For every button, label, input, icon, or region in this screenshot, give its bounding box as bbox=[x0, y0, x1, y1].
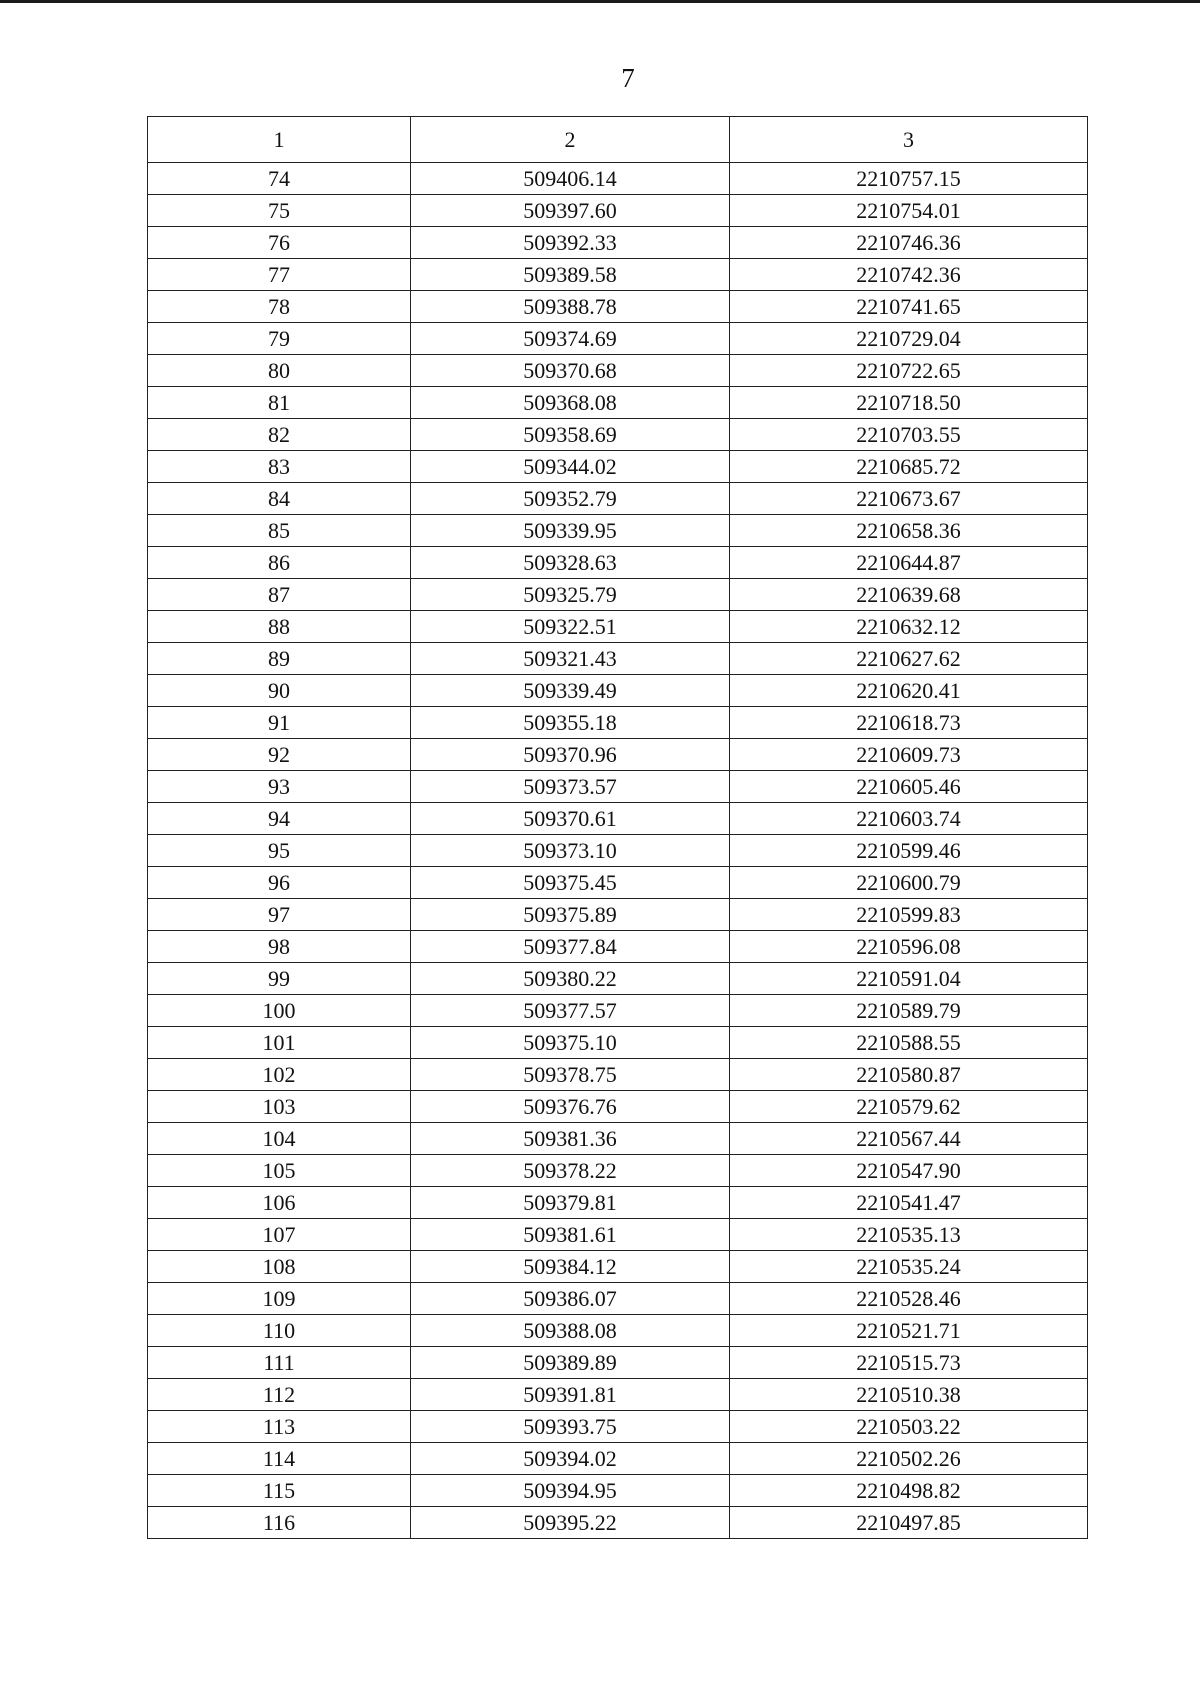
x-coordinate-cell: 509388.78 bbox=[411, 291, 730, 323]
x-coordinate-cell: 509391.81 bbox=[411, 1379, 730, 1411]
y-coordinate-cell: 2210722.65 bbox=[730, 355, 1088, 387]
table-row bbox=[148, 643, 1088, 675]
table-row bbox=[148, 227, 1088, 259]
x-coordinate-cell: 509381.36 bbox=[411, 1123, 730, 1155]
y-coordinate-cell: 2210580.87 bbox=[730, 1059, 1088, 1091]
table-row bbox=[148, 579, 1088, 611]
x-coordinate-cell: 509321.43 bbox=[411, 643, 730, 675]
table-row bbox=[148, 515, 1088, 547]
y-coordinate-cell: 2210535.13 bbox=[730, 1219, 1088, 1251]
y-coordinate-cell: 2210599.83 bbox=[730, 899, 1088, 931]
column-header-2: 2 bbox=[411, 117, 730, 163]
table-row bbox=[148, 1059, 1088, 1091]
table-row bbox=[148, 1347, 1088, 1379]
y-coordinate-cell: 2210673.67 bbox=[730, 483, 1088, 515]
table-row bbox=[148, 355, 1088, 387]
x-coordinate-cell: 509394.95 bbox=[411, 1475, 730, 1507]
table-row bbox=[148, 1027, 1088, 1059]
point-number-cell: 83 bbox=[148, 451, 411, 483]
y-coordinate-cell: 2210757.15 bbox=[730, 163, 1088, 195]
y-coordinate-cell: 2210754.01 bbox=[730, 195, 1088, 227]
y-coordinate-cell: 2210703.55 bbox=[730, 419, 1088, 451]
y-coordinate-cell: 2210718.50 bbox=[730, 387, 1088, 419]
point-number-cell: 82 bbox=[148, 419, 411, 451]
point-number-cell: 94 bbox=[148, 803, 411, 835]
point-number-cell: 88 bbox=[148, 611, 411, 643]
point-number-cell: 80 bbox=[148, 355, 411, 387]
point-number-cell: 89 bbox=[148, 643, 411, 675]
point-number-cell: 96 bbox=[148, 867, 411, 899]
top-border-rule bbox=[0, 0, 1200, 3]
table-row bbox=[148, 1475, 1088, 1507]
point-number-cell: 91 bbox=[148, 707, 411, 739]
table-header bbox=[148, 117, 1088, 163]
point-number-cell: 116 bbox=[148, 1507, 411, 1539]
x-coordinate-cell: 509373.57 bbox=[411, 771, 730, 803]
y-coordinate-cell: 2210588.55 bbox=[730, 1027, 1088, 1059]
point-number-cell: 76 bbox=[148, 227, 411, 259]
table-row bbox=[148, 1379, 1088, 1411]
point-number-cell: 81 bbox=[148, 387, 411, 419]
point-number-cell: 110 bbox=[148, 1315, 411, 1347]
y-coordinate-cell: 2210600.79 bbox=[730, 867, 1088, 899]
x-coordinate-cell: 509381.61 bbox=[411, 1219, 730, 1251]
table-row bbox=[148, 867, 1088, 899]
point-number-cell: 84 bbox=[148, 483, 411, 515]
table-row bbox=[148, 835, 1088, 867]
y-coordinate-cell: 2210618.73 bbox=[730, 707, 1088, 739]
table-row bbox=[148, 1155, 1088, 1187]
x-coordinate-cell: 509389.58 bbox=[411, 259, 730, 291]
x-coordinate-cell: 509370.61 bbox=[411, 803, 730, 835]
y-coordinate-cell: 2210541.47 bbox=[730, 1187, 1088, 1219]
point-number-cell: 111 bbox=[148, 1347, 411, 1379]
table-row bbox=[148, 1251, 1088, 1283]
table-row bbox=[148, 419, 1088, 451]
y-coordinate-cell: 2210579.62 bbox=[730, 1091, 1088, 1123]
table-row bbox=[148, 707, 1088, 739]
table-row bbox=[148, 899, 1088, 931]
point-number-cell: 79 bbox=[148, 323, 411, 355]
point-number-cell: 74 bbox=[148, 163, 411, 195]
point-number-cell: 98 bbox=[148, 931, 411, 963]
x-coordinate-cell: 509375.45 bbox=[411, 867, 730, 899]
y-coordinate-cell: 2210729.04 bbox=[730, 323, 1088, 355]
x-coordinate-cell: 509370.68 bbox=[411, 355, 730, 387]
table-row bbox=[148, 611, 1088, 643]
table-row bbox=[148, 1507, 1088, 1539]
y-coordinate-cell: 2210502.26 bbox=[730, 1443, 1088, 1475]
table-row bbox=[148, 963, 1088, 995]
x-coordinate-cell: 509376.76 bbox=[411, 1091, 730, 1123]
x-coordinate-cell: 509397.60 bbox=[411, 195, 730, 227]
y-coordinate-cell: 2210528.46 bbox=[730, 1283, 1088, 1315]
y-coordinate-cell: 2210547.90 bbox=[730, 1155, 1088, 1187]
x-coordinate-cell: 509392.33 bbox=[411, 227, 730, 259]
y-coordinate-cell: 2210620.41 bbox=[730, 675, 1088, 707]
table-row bbox=[148, 1187, 1088, 1219]
x-coordinate-cell: 509368.08 bbox=[411, 387, 730, 419]
y-coordinate-cell: 2210498.82 bbox=[730, 1475, 1088, 1507]
point-number-cell: 87 bbox=[148, 579, 411, 611]
y-coordinate-cell: 2210627.62 bbox=[730, 643, 1088, 675]
x-coordinate-cell: 509389.89 bbox=[411, 1347, 730, 1379]
x-coordinate-cell: 509395.22 bbox=[411, 1507, 730, 1539]
table-row bbox=[148, 1123, 1088, 1155]
table-row bbox=[148, 1315, 1088, 1347]
y-coordinate-cell: 2210503.22 bbox=[730, 1411, 1088, 1443]
table-row bbox=[148, 195, 1088, 227]
y-coordinate-cell: 2210521.71 bbox=[730, 1315, 1088, 1347]
y-coordinate-cell: 2210742.36 bbox=[730, 259, 1088, 291]
table-row bbox=[148, 1219, 1088, 1251]
point-number-cell: 106 bbox=[148, 1187, 411, 1219]
y-coordinate-cell: 2210591.04 bbox=[730, 963, 1088, 995]
point-number-cell: 112 bbox=[148, 1379, 411, 1411]
point-number-cell: 103 bbox=[148, 1091, 411, 1123]
x-coordinate-cell: 509352.79 bbox=[411, 483, 730, 515]
x-coordinate-cell: 509394.02 bbox=[411, 1443, 730, 1475]
x-coordinate-cell: 509339.49 bbox=[411, 675, 730, 707]
table-row bbox=[148, 387, 1088, 419]
table-row bbox=[148, 739, 1088, 771]
point-number-cell: 105 bbox=[148, 1155, 411, 1187]
column-header-1: 1 bbox=[148, 117, 411, 163]
point-number-cell: 75 bbox=[148, 195, 411, 227]
x-coordinate-cell: 509375.10 bbox=[411, 1027, 730, 1059]
x-coordinate-cell: 509386.07 bbox=[411, 1283, 730, 1315]
y-coordinate-cell: 2210609.73 bbox=[730, 739, 1088, 771]
y-coordinate-cell: 2210741.65 bbox=[730, 291, 1088, 323]
x-coordinate-cell: 509378.22 bbox=[411, 1155, 730, 1187]
point-number-cell: 86 bbox=[148, 547, 411, 579]
column-header-3: 3 bbox=[730, 117, 1088, 163]
y-coordinate-cell: 2210658.36 bbox=[730, 515, 1088, 547]
point-number-cell: 108 bbox=[148, 1251, 411, 1283]
table-row bbox=[148, 163, 1088, 195]
point-number-cell: 93 bbox=[148, 771, 411, 803]
coordinates-table bbox=[147, 116, 1088, 1539]
point-number-cell: 102 bbox=[148, 1059, 411, 1091]
point-number-cell: 100 bbox=[148, 995, 411, 1027]
point-number-cell: 104 bbox=[148, 1123, 411, 1155]
point-number-cell: 107 bbox=[148, 1219, 411, 1251]
x-coordinate-cell: 509377.84 bbox=[411, 931, 730, 963]
x-coordinate-cell: 509393.75 bbox=[411, 1411, 730, 1443]
y-coordinate-cell: 2210535.24 bbox=[730, 1251, 1088, 1283]
table-row bbox=[148, 803, 1088, 835]
y-coordinate-cell: 2210567.44 bbox=[730, 1123, 1088, 1155]
x-coordinate-cell: 509370.96 bbox=[411, 739, 730, 771]
x-coordinate-cell: 509374.69 bbox=[411, 323, 730, 355]
table-row bbox=[148, 1411, 1088, 1443]
table-body bbox=[148, 163, 1088, 1539]
point-number-cell: 109 bbox=[148, 1283, 411, 1315]
x-coordinate-cell: 509379.81 bbox=[411, 1187, 730, 1219]
table-row bbox=[148, 1091, 1088, 1123]
point-number-cell: 99 bbox=[148, 963, 411, 995]
y-coordinate-cell: 2210599.46 bbox=[730, 835, 1088, 867]
point-number-cell: 78 bbox=[148, 291, 411, 323]
x-coordinate-cell: 509406.14 bbox=[411, 163, 730, 195]
table-row bbox=[148, 451, 1088, 483]
point-number-cell: 85 bbox=[148, 515, 411, 547]
x-coordinate-cell: 509322.51 bbox=[411, 611, 730, 643]
y-coordinate-cell: 2210746.36 bbox=[730, 227, 1088, 259]
table-row bbox=[148, 931, 1088, 963]
x-coordinate-cell: 509355.18 bbox=[411, 707, 730, 739]
table-row bbox=[148, 259, 1088, 291]
y-coordinate-cell: 2210639.68 bbox=[730, 579, 1088, 611]
y-coordinate-cell: 2210603.74 bbox=[730, 803, 1088, 835]
table-row bbox=[148, 771, 1088, 803]
x-coordinate-cell: 509375.89 bbox=[411, 899, 730, 931]
x-coordinate-cell: 509328.63 bbox=[411, 547, 730, 579]
x-coordinate-cell: 509378.75 bbox=[411, 1059, 730, 1091]
table-row bbox=[148, 547, 1088, 579]
x-coordinate-cell: 509358.69 bbox=[411, 419, 730, 451]
x-coordinate-cell: 509380.22 bbox=[411, 963, 730, 995]
x-coordinate-cell: 509325.79 bbox=[411, 579, 730, 611]
y-coordinate-cell: 2210632.12 bbox=[730, 611, 1088, 643]
x-coordinate-cell: 509388.08 bbox=[411, 1315, 730, 1347]
y-coordinate-cell: 2210605.46 bbox=[730, 771, 1088, 803]
x-coordinate-cell: 509377.57 bbox=[411, 995, 730, 1027]
x-coordinate-cell: 509384.12 bbox=[411, 1251, 730, 1283]
table-row bbox=[148, 483, 1088, 515]
x-coordinate-cell: 509339.95 bbox=[411, 515, 730, 547]
table-row bbox=[148, 1443, 1088, 1475]
y-coordinate-cell: 2210644.87 bbox=[730, 547, 1088, 579]
point-number-cell: 97 bbox=[148, 899, 411, 931]
table-row bbox=[148, 995, 1088, 1027]
y-coordinate-cell: 2210510.38 bbox=[730, 1379, 1088, 1411]
point-number-cell: 95 bbox=[148, 835, 411, 867]
point-number-cell: 113 bbox=[148, 1411, 411, 1443]
x-coordinate-cell: 509344.02 bbox=[411, 451, 730, 483]
page-number: 7 bbox=[621, 63, 635, 93]
point-number-cell: 114 bbox=[148, 1443, 411, 1475]
x-coordinate-cell: 509373.10 bbox=[411, 835, 730, 867]
table-row bbox=[148, 323, 1088, 355]
table-row bbox=[148, 291, 1088, 323]
point-number-cell: 115 bbox=[148, 1475, 411, 1507]
y-coordinate-cell: 2210589.79 bbox=[730, 995, 1088, 1027]
point-number-cell: 90 bbox=[148, 675, 411, 707]
y-coordinate-cell: 2210515.73 bbox=[730, 1347, 1088, 1379]
point-number-cell: 77 bbox=[148, 259, 411, 291]
y-coordinate-cell: 2210596.08 bbox=[730, 931, 1088, 963]
y-coordinate-cell: 2210685.72 bbox=[730, 451, 1088, 483]
y-coordinate-cell: 2210497.85 bbox=[730, 1507, 1088, 1539]
point-number-cell: 92 bbox=[148, 739, 411, 771]
point-number-cell: 101 bbox=[148, 1027, 411, 1059]
table-row bbox=[148, 675, 1088, 707]
table-row bbox=[148, 1283, 1088, 1315]
header-row bbox=[148, 117, 1088, 163]
